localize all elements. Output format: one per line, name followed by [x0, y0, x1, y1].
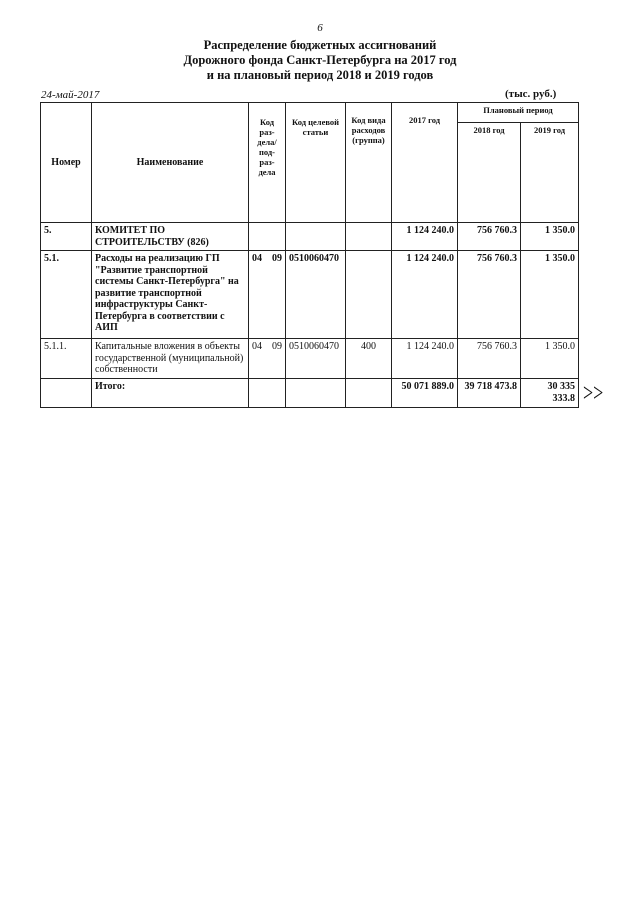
title-line-1: Распределение бюджетных ассигнований	[203, 38, 437, 52]
title-line-3: и на плановый период 2018 и 2019 годов	[206, 68, 434, 82]
total-row	[41, 379, 579, 408]
row-target-code: 0510060470	[286, 251, 346, 339]
header-name: Наименование	[92, 103, 249, 223]
table-row	[41, 223, 579, 251]
row-section: 04	[252, 253, 262, 264]
row-number: 5.1.1.	[41, 339, 92, 379]
row-expense-code	[346, 251, 392, 339]
row-2018: 756 760.3	[458, 339, 521, 379]
row-2017: 1 124 240.0	[392, 339, 458, 379]
header-number: Номер	[41, 103, 92, 223]
budget-table	[40, 102, 579, 408]
header-target-code: Код целевой статьи	[286, 103, 346, 223]
header-2018: 2018 год	[458, 123, 521, 223]
row-expense-code: 400	[346, 339, 392, 379]
row-2019: 1 350.0	[521, 339, 579, 379]
row-name: Капитальные вложения в объекты государственной (муниципальной) собственности	[92, 339, 249, 379]
row-target-code	[286, 223, 346, 251]
total-2018: 39 718 473.8	[458, 379, 521, 408]
row-2018: 756 760.3	[458, 251, 521, 339]
header-2019: 2019 год	[521, 123, 579, 223]
total-2017: 50 071 889.0	[392, 379, 458, 408]
page-number: 6	[317, 22, 323, 34]
row-2019: 1 350.0	[521, 223, 579, 251]
row-name: Расходы на реализацию ГП "Развитие транспортной системы Санкт-Петербурга" на развитие транспортной инфраструктуры Санкт-Петербурга в соответствии с АИП	[92, 251, 249, 339]
row-subsection: 09	[272, 253, 282, 264]
row-section: 04	[252, 341, 262, 352]
row-name: КОМИТЕТ ПО СТРОИТЕЛЬСТВУ (826)	[92, 223, 249, 251]
row-2017: 1 124 240.0	[392, 251, 458, 339]
table-row	[41, 339, 579, 379]
row-target-code: 0510060470	[286, 339, 346, 379]
header-expense-code: Код вида расходов (группа)	[346, 103, 392, 223]
document-date: 24-май-2017	[41, 89, 100, 101]
row-2019: 1 350.0	[521, 251, 579, 339]
row-number: 5.1.	[41, 251, 92, 339]
document-title	[0, 38, 640, 83]
total-2019: 30 335 333.8	[521, 379, 579, 408]
header-section-code: Код раз- дела/ под- раз- дела	[249, 103, 286, 223]
row-expense-code	[346, 223, 392, 251]
row-2018: 756 760.3	[458, 223, 521, 251]
header-2017: 2017 год	[392, 103, 458, 223]
title-line-2: Дорожного фонда Санкт-Петербурга на 2017 год	[183, 53, 457, 67]
row-section-code	[249, 223, 286, 251]
table-row	[41, 251, 579, 339]
row-2017: 1 124 240.0	[392, 223, 458, 251]
header-planning-period: Плановый период	[458, 103, 579, 123]
row-number: 5.	[41, 223, 92, 251]
total-label: Итого:	[92, 379, 249, 408]
row-subsection: 09	[272, 341, 282, 352]
units-label: (тыс. руб.)	[505, 88, 557, 100]
continuation-arrow-icon: >>	[583, 378, 604, 407]
